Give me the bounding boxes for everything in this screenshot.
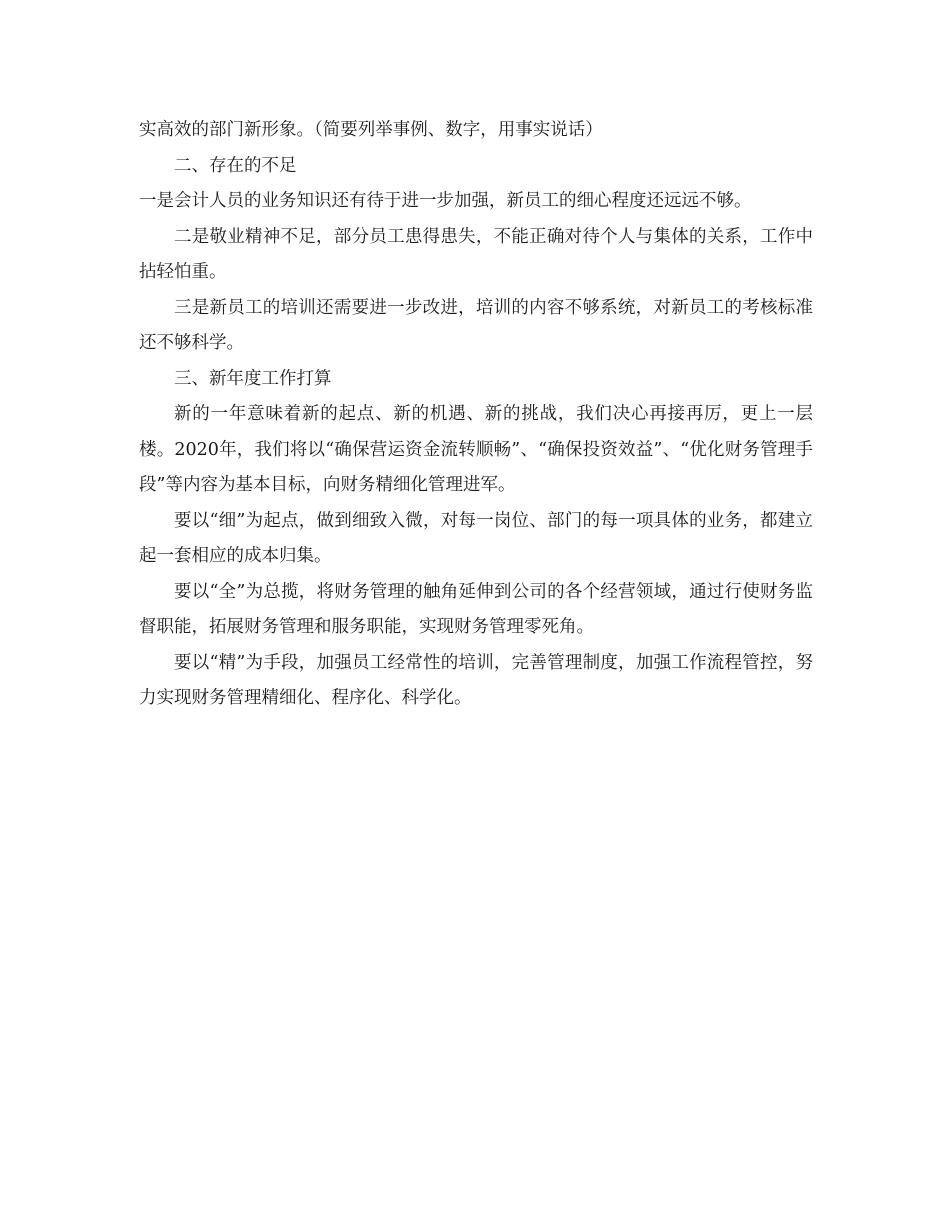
paragraph-plan-detail: 要以“细”为起点，做到细致入微，对每一岗位、部门的每一项具体的业务，都建立起一套相应的成本归集。 <box>139 510 813 566</box>
paragraph-continuation: 实高效的部门新形象。（简要列举事例、数字，用事实说话） <box>139 120 603 140</box>
paragraph-plan-refined: 要以“精”为手段，加强员工经常性的培训，完善管理制度，加强工作流程管控，努力实现财务管理精细化、程序化、科学化。 <box>139 652 813 708</box>
section-heading-new-year-plan: 三、新年度工作打算 <box>174 368 332 389</box>
paragraph-plan-comprehensive: 要以“全”为总揽，将财务管理的触角延伸到公司的各个经营领域，通过行使财务监督职能，拓展财务管理和服务职能，实现财务管理零死角。 <box>139 581 813 637</box>
section-heading-shortcomings: 二、存在的不足 <box>174 155 297 176</box>
document-body <box>139 113 813 717</box>
paragraph-shortcoming-3: 三是新员工的培训还需要进一步改进，培训的内容不够系统，对新员工的考核标准还不够科学。 <box>139 297 813 353</box>
paragraph-shortcoming-1: 一是会计人员的业务知识还有待于进一步加强，新员工的细心程度还远远不够。 <box>139 191 752 211</box>
paragraph-shortcoming-2: 二是敬业精神不足，部分员工患得患失，不能正确对待个人与集体的关系，工作中拈轻怕重。 <box>139 226 813 282</box>
paragraph-new-year-intro: 新的一年意味着新的起点、新的机遇、新的挑战，我们决心再接再厉，更上一层楼。2020年，我们将以“确保营运资金流转顺畅”、“确保投资效益”、“优化财务管理手段”等内容为基本目标，向财务精细化管理进军。 <box>139 404 813 495</box>
